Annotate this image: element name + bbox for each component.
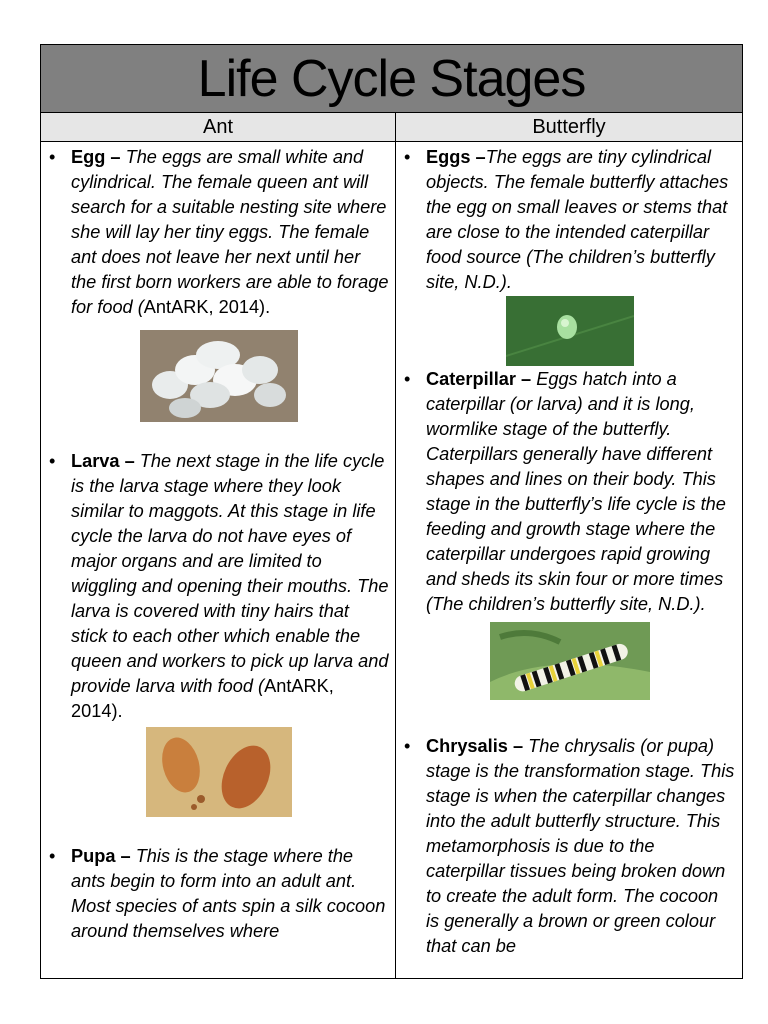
term-caterpillar: Caterpillar – [426,369,532,389]
list-item-ant-egg [49,145,389,320]
list-item-butterfly-eggs [404,145,736,295]
bullet-icon: • [49,846,56,866]
butterfly-caterpillar-text: Eggs hatch into a caterpillar (or larva) and it is long, wormlike stage of the butterfly. Caterpillars generally have different shapes and lines on their body. This stage in the butterfly’s life cycle is the feeding and growth stage where the caterpillar undergoes rapid growing and sheds its skin four or more times (The children’s butterfly site, N.D.). [426,369,726,614]
term-larva: Larva – [71,451,135,471]
ant-column [41,142,396,979]
term-pupa: Pupa – [71,846,131,866]
life-cycle-table [40,44,743,979]
butterfly-eggs-text: The eggs are tiny cylindrical objects. The female butterfly attaches the egg on small leaves or stems that are close to the intended caterpillar food source (The children’s butterfly site, N.D.). [426,147,729,292]
list-item-ant-larva [49,449,389,724]
ant-larva-citation: AntARK, 2014). [71,676,334,721]
table-title: Life Cycle Stages [41,45,742,113]
ant-eggs-image [140,330,298,422]
ant-larva-image [146,727,292,817]
list-item-ant-pupa [49,844,389,944]
term-eggs: Eggs – [426,147,486,167]
term-chrysalis: Chrysalis – [426,736,524,756]
bullet-icon: • [49,451,56,471]
table-body [41,142,742,979]
column-header-butterfly: Butterfly [532,115,606,138]
column-header-ant: Ant [41,113,396,141]
column-header-row [41,113,742,142]
butterfly-egg-image [506,296,634,366]
butterfly-column [396,142,742,979]
list-item-butterfly-caterpillar [404,367,736,617]
butterfly-chrysalis-text: The chrysalis (or pupa) stage is the transformation stage. This stage is when the caterpillar changes into the adult butterfly structure. This metamorphosis is due to the caterpillar tissues being broken down to create the adult form. The cocoon is generally a brown or green colour that can be [426,736,735,956]
bullet-icon: • [404,369,411,389]
ant-egg-text: The eggs are small white and cylindrical. The female queen ant will search for a suitable nesting site where she will lay her tiny eggs. The female ant does not leave her next until her the first born workers are able to forage for food ( [71,147,389,317]
bullet-icon: • [404,147,411,167]
term-egg: Egg – [71,147,121,167]
bullet-icon: • [404,736,411,756]
bullet-icon: • [49,147,56,167]
ant-pupa-text: This is the stage where the ants begin to form into an adult ant. Most species of ants spin a silk cocoon around themselves where [71,846,386,941]
caterpillar-image [490,622,650,700]
list-item-butterfly-chrysalis [404,734,736,959]
ant-larva-text: The next stage in the life cycle is the larva stage where they look similar to maggots. At this stage in life cycle the larva do not have eyes of major organs and are limited to wiggling and opening their mouths. The larva is covered with tiny hairs that stick to each other which enable the queen and workers to pick up larva and provide larva with food ( [71,451,389,696]
ant-egg-citation: AntARK, 2014). [143,297,271,317]
